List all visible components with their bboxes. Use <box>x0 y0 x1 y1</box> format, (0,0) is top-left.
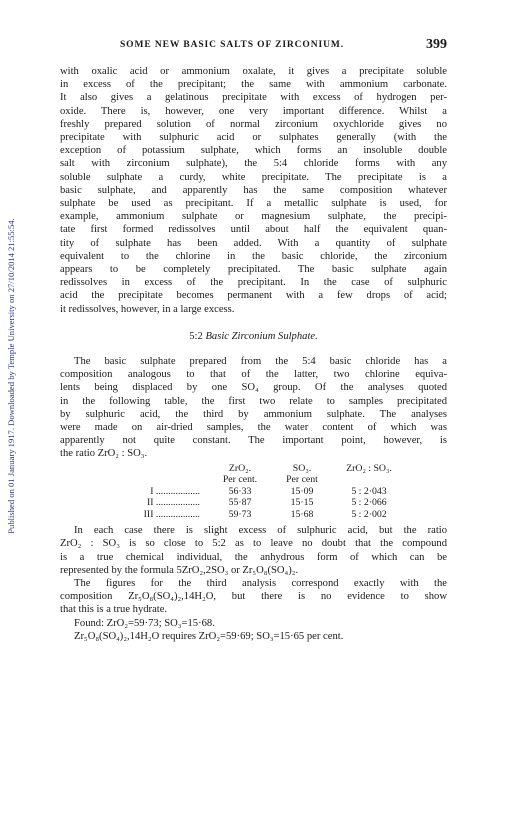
text-line: in the following table, the first two relate to samples precipitated <box>60 395 447 407</box>
found-line: Found: ZrO₂=59·73; SO₃=15·68. <box>74 617 215 629</box>
text-line: freshly prepared solution of normal zirconium oxychloride gives no <box>60 118 447 130</box>
text-line: example, ammonium sulphate or magnesium sulphate, the precipi- <box>60 211 447 223</box>
paragraph-2 <box>60 355 447 461</box>
table-row <box>60 486 404 498</box>
watermark-text: Published on 01 January 1917. Downloaded by Temple University on 27/10/2014 21:55:54. <box>6 218 16 534</box>
text-line: acid the precipitate becomes permanent with a few drops of acid; <box>60 290 447 302</box>
column-header: ZrO₂ : SO₃. <box>346 462 392 474</box>
text-line: exception of potassium sulphate, which forms an insoluble double <box>60 145 447 157</box>
paragraph-4 <box>60 577 447 617</box>
text-line: composition analogous to that of the latter, two chlorine equiva- <box>60 369 447 381</box>
download-watermark <box>4 96 18 656</box>
column-unit <box>334 474 404 486</box>
text-line: tate first formed redissolves until about half the equivalent quan- <box>60 224 447 236</box>
page-number: 399 <box>426 37 447 52</box>
text-line: sulphate be used as precipitant. If a metallic sulphate is used, for <box>60 198 447 210</box>
text-line: by sulphuric acid, the third by ammonium sulphate. The analyses <box>60 408 447 420</box>
text-line: appears to be completely precipitated. The basic sulphate again <box>60 264 447 276</box>
table-row <box>60 497 404 509</box>
text-line: apparently not quite constant. The important point, however, is <box>60 435 447 447</box>
text-line: is a true chemical individual, the anhydrous form of which can be <box>60 551 447 563</box>
text-line: that this is a true hydrate. <box>60 604 168 616</box>
text-line: ZrO₂ : SO₃ is so close to 5:2 as to leave no doubt that the compound <box>60 538 447 550</box>
ratio-value: 5 : 2·066 <box>351 497 387 509</box>
text-line: The basic sulphate prepared from the 5:4 basic chloride has a <box>74 356 447 368</box>
text-line: basic sulphate, and apparently has the same composition whatever <box>60 184 447 196</box>
column-unit: Per cent <box>286 474 318 486</box>
text-line: with oxalic acid or ammonium oxalate, it gives a precipitate soluble <box>60 66 447 77</box>
column-header: SO₃. <box>292 462 312 474</box>
text-line: the ratio ZrO₂ : SO₃. <box>60 448 148 460</box>
so3-value: 15·09 <box>290 485 314 497</box>
text-line: The figures for the third analysis correspond exactly with the <box>74 578 447 589</box>
text-line: In each case there is slight excess of sulphuric acid, but the ratio <box>74 525 447 537</box>
requires-line: Zr₅O₈(SO₄)₂,14H₂O requires ZrO₂=59·69; SO₃=15·65 per cent. <box>74 630 344 642</box>
ratio-value: 5 : 2·002 <box>351 508 387 520</box>
zro2-value: 59·73 <box>228 508 252 520</box>
analysis-table <box>60 463 404 521</box>
text-line: precipitate with sulphuric acid or sulphates generally (with the <box>60 132 447 144</box>
ratio-value: 5 : 2·043 <box>351 485 387 497</box>
running-head: SOME NEW BASIC SALTS OF ZIRCONIUM. <box>120 40 344 50</box>
table-header-row <box>60 463 404 475</box>
text-line: in excess of the precipitant; the same with ammonium carbonate. <box>60 79 447 91</box>
column-header: ZrO₂. <box>228 462 252 474</box>
text-line: oxide. There is, however, one very important difference. Whilst a <box>60 105 447 117</box>
row-label: II .................. <box>146 497 200 509</box>
text-line: tity of sulphate has been added. With a quantity of sulphate <box>60 237 447 249</box>
text-line: It also gives a gelatinous precipitate with excess of hydrogen per- <box>60 92 447 104</box>
zro2-value: 55·87 <box>228 497 252 509</box>
text-line: equivalent to the chlorine in the basic chloride, the zirconium <box>60 250 447 262</box>
row-label: I .................. <box>150 485 200 497</box>
section-heading <box>60 330 447 343</box>
column-unit: Per cent. <box>222 474 258 486</box>
zro2-value: 56·33 <box>228 485 252 497</box>
paragraph-1 <box>60 65 447 316</box>
text-line: represented by the formula 5ZrO₂,2SO₃ or Zr₅O₈(SO₄)₂. <box>60 564 299 576</box>
row-label: III .................. <box>143 508 200 520</box>
text-line: it redissolves, however, in a large excess. <box>60 303 235 315</box>
text-line: composition Zr₅O₈(SO₄)₂,14H₂O, but there is no evidence to show <box>60 591 447 603</box>
so3-value: 15·68 <box>290 508 314 520</box>
text-line: redissolves in excess of the precipitant. In the case of sulphuric <box>60 277 447 289</box>
text-line: salt with zirconium sulphate), the 5:4 chloride forms with any <box>60 158 447 170</box>
section-number: 5:2 <box>189 330 203 342</box>
paragraph-3 <box>60 524 447 577</box>
text-line: lents being displaced by one SO₄ group. Of the analyses quoted <box>60 382 447 394</box>
page-header <box>60 37 447 54</box>
text-line: were made on air-dried samples, the water content of which was <box>60 422 447 434</box>
section-title: Basic Zirconium Sulphate. <box>205 330 318 342</box>
table-units-row <box>60 474 404 486</box>
text-line: soluble sulphate a curdy, white precipitate. The precipitate is a <box>60 171 447 183</box>
so3-value: 15·15 <box>290 497 314 509</box>
table-row <box>60 509 404 521</box>
page-body <box>60 65 447 643</box>
